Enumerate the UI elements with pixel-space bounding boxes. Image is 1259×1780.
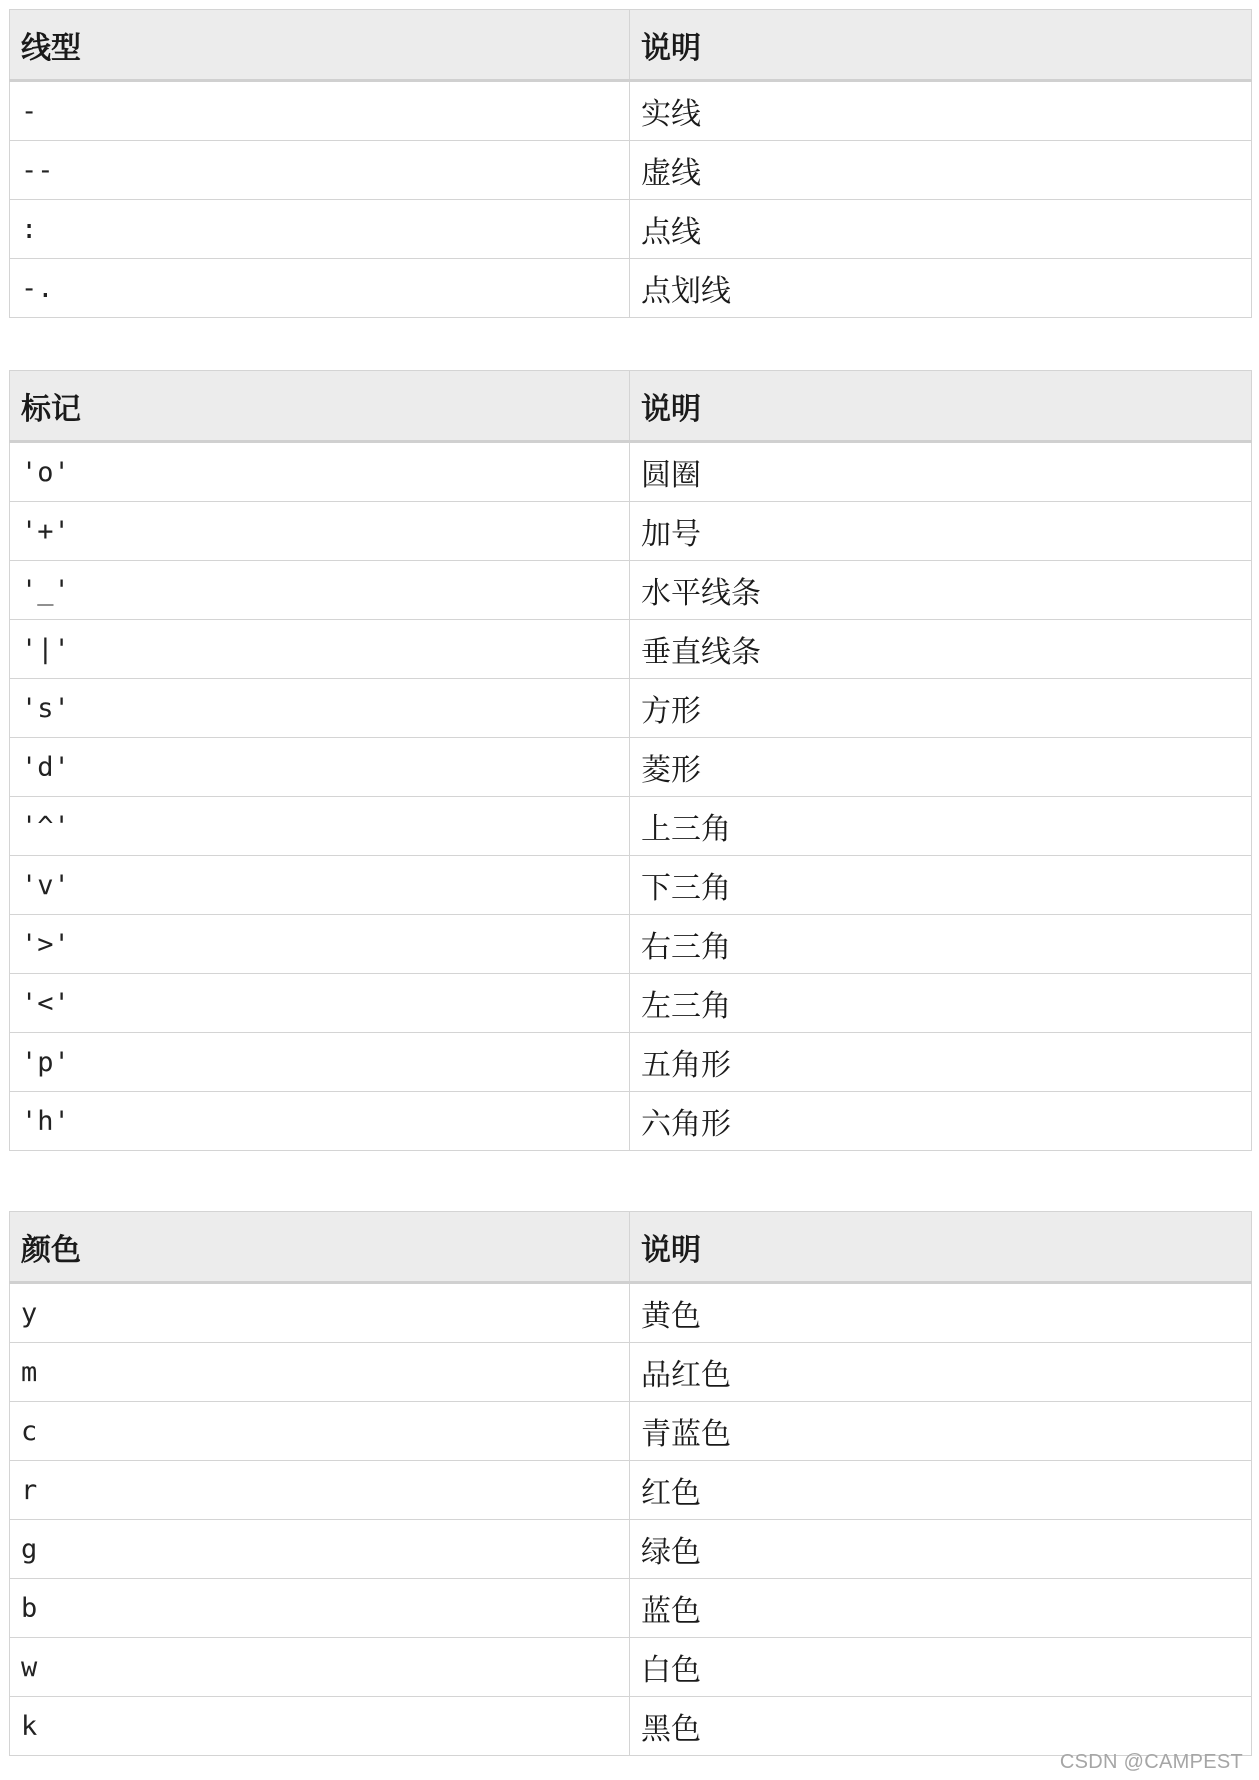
- description-cell: 红色: [630, 1461, 1252, 1520]
- code-cell: 'o': [10, 442, 630, 502]
- linestyle-table: [9, 9, 1252, 318]
- table-row: [10, 797, 1252, 856]
- code-cell: 'h': [10, 1092, 630, 1151]
- code-cell: 'v': [10, 856, 630, 915]
- code-cell: m: [10, 1343, 630, 1402]
- code-cell: '^': [10, 797, 630, 856]
- table-row: [10, 141, 1252, 200]
- code-cell: 's': [10, 679, 630, 738]
- code-cell: g: [10, 1520, 630, 1579]
- code-cell: b: [10, 1579, 630, 1638]
- header-cell: 线型: [10, 10, 630, 81]
- description-cell: 黄色: [630, 1283, 1252, 1343]
- header-cell: 说明: [630, 10, 1252, 81]
- table-row: [10, 1402, 1252, 1461]
- table-row: [10, 561, 1252, 620]
- code-cell: 'p': [10, 1033, 630, 1092]
- description-cell: 绿色: [630, 1520, 1252, 1579]
- table-row: [10, 1638, 1252, 1697]
- header-cell: 说明: [630, 1212, 1252, 1283]
- table-row: [10, 1033, 1252, 1092]
- description-cell: 下三角: [630, 856, 1252, 915]
- code-cell: -.: [10, 259, 630, 318]
- table-row: [10, 915, 1252, 974]
- table-row: [10, 1343, 1252, 1402]
- code-cell: --: [10, 141, 630, 200]
- table-row: [10, 200, 1252, 259]
- code-cell: r: [10, 1461, 630, 1520]
- description-cell: 圆圈: [630, 442, 1252, 502]
- description-cell: 上三角: [630, 797, 1252, 856]
- description-cell: 品红色: [630, 1343, 1252, 1402]
- table-row: [10, 259, 1252, 318]
- table-row: [10, 81, 1252, 141]
- code-cell: '_': [10, 561, 630, 620]
- code-cell: y: [10, 1283, 630, 1343]
- code-cell: k: [10, 1697, 630, 1756]
- table-row: [10, 679, 1252, 738]
- code-cell: -: [10, 81, 630, 141]
- description-cell: 六角形: [630, 1092, 1252, 1151]
- description-cell: 左三角: [630, 974, 1252, 1033]
- table-row: [10, 1520, 1252, 1579]
- table-row: [10, 442, 1252, 502]
- header-cell: 说明: [630, 371, 1252, 442]
- header-row: [10, 1212, 1252, 1283]
- description-cell: 虚线: [630, 141, 1252, 200]
- description-cell: 右三角: [630, 915, 1252, 974]
- description-cell: 青蓝色: [630, 1402, 1252, 1461]
- table-row: [10, 1461, 1252, 1520]
- header-cell: 颜色: [10, 1212, 630, 1283]
- table-row: [10, 738, 1252, 797]
- code-cell: c: [10, 1402, 630, 1461]
- description-cell: 点线: [630, 200, 1252, 259]
- watermark: CSDN @CAMPEST: [1059, 1751, 1243, 1773]
- code-cell: '>': [10, 915, 630, 974]
- header-row: [10, 10, 1252, 81]
- description-cell: 菱形: [630, 738, 1252, 797]
- table-row: [10, 1283, 1252, 1343]
- code-cell: w: [10, 1638, 630, 1697]
- description-cell: 方形: [630, 679, 1252, 738]
- table-row: [10, 856, 1252, 915]
- code-cell: '|': [10, 620, 630, 679]
- header-cell: 标记: [10, 371, 630, 442]
- code-cell: '+': [10, 502, 630, 561]
- description-cell: 加号: [630, 502, 1252, 561]
- table-row: [10, 620, 1252, 679]
- description-cell: 水平线条: [630, 561, 1252, 620]
- table-row: [10, 1697, 1252, 1756]
- table-row: [10, 1579, 1252, 1638]
- description-cell: 五角形: [630, 1033, 1252, 1092]
- description-cell: 蓝色: [630, 1579, 1252, 1638]
- description-cell: 实线: [630, 81, 1252, 141]
- marker-table: [9, 370, 1252, 1151]
- description-cell: 黑色: [630, 1697, 1252, 1756]
- description-cell: 垂直线条: [630, 620, 1252, 679]
- table-row: [10, 1092, 1252, 1151]
- header-row: [10, 371, 1252, 442]
- color-table: [9, 1211, 1252, 1756]
- table-row: [10, 974, 1252, 1033]
- code-cell: '<': [10, 974, 630, 1033]
- code-cell: 'd': [10, 738, 630, 797]
- description-cell: 白色: [630, 1638, 1252, 1697]
- code-cell: :: [10, 200, 630, 259]
- description-cell: 点划线: [630, 259, 1252, 318]
- table-row: [10, 502, 1252, 561]
